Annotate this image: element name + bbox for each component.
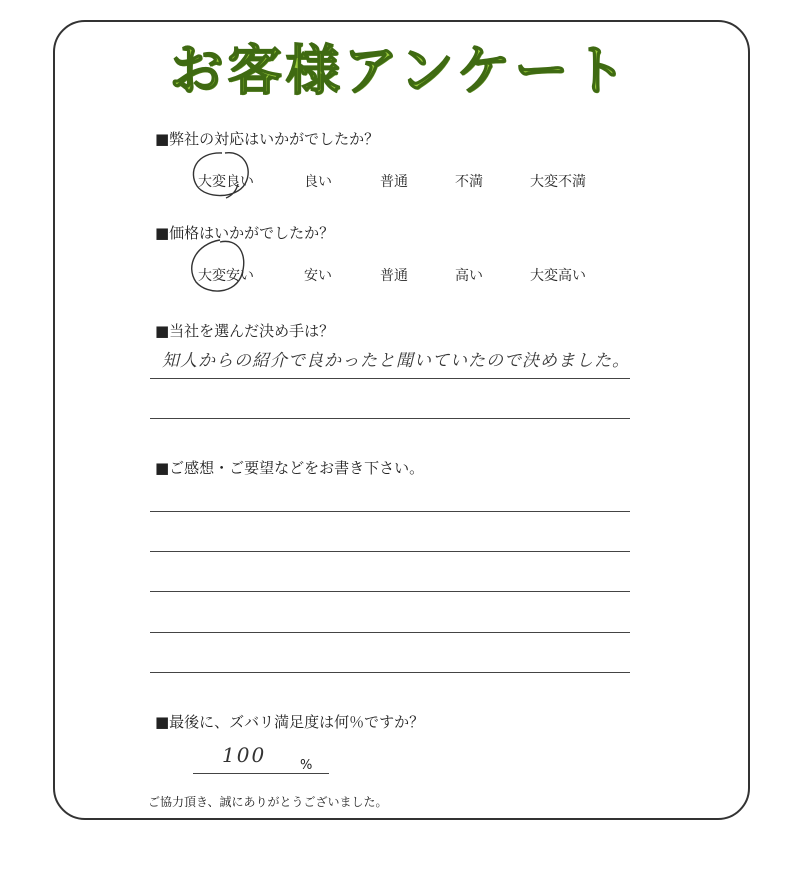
comment-line[interactable] (150, 591, 630, 592)
comment-line[interactable] (150, 672, 630, 673)
q2-option-expensive[interactable]: 高い (455, 268, 483, 284)
question-deciding-factor: ■当社を選んだ決め手は？ (155, 322, 335, 340)
q2-option-very-expensive[interactable]: 大変高い (530, 268, 586, 284)
q1-option-normal[interactable]: 普通 (380, 174, 408, 190)
survey-title: お客様アンケート (169, 39, 631, 102)
percent-unit: % (300, 758, 313, 773)
question-price: ■価格はいかがでしたか？ (155, 224, 335, 242)
answer-line (150, 378, 630, 379)
handwritten-percent-answer[interactable]: 100 (222, 743, 267, 767)
q1-option-good[interactable]: 良い (304, 174, 332, 190)
question-satisfaction: ■弊社の対応はいかがでしたか？ (155, 130, 380, 148)
q2-option-normal[interactable]: 普通 (380, 268, 408, 284)
question-satisfaction-percent: ■最後に、ズバリ満足度は何％ですか？ (155, 713, 425, 731)
percent-answer-line (193, 773, 329, 774)
question-comments: ■ご感想・ご要望などをお書き下さい。 (155, 459, 425, 477)
comment-line[interactable] (150, 511, 630, 512)
thank-you-footer: ご協力頂き、誠にありがとうございました。 (148, 795, 388, 809)
q1-option-very-dissatisfied[interactable]: 大変不満 (530, 174, 586, 190)
answer-line (150, 418, 630, 419)
q2-option-cheap[interactable]: 安い (304, 268, 332, 284)
handwritten-deciding-factor-answer[interactable]: 知人からの紹介で良かったと聞いていたので決めました。 (162, 351, 630, 371)
q2-option-very-cheap[interactable]: 大変安い (198, 268, 254, 284)
comment-line[interactable] (150, 632, 630, 633)
q1-option-very-good[interactable]: 大変良い (198, 174, 254, 190)
q1-option-dissatisfied[interactable]: 不満 (455, 174, 483, 190)
comment-line[interactable] (150, 551, 630, 552)
